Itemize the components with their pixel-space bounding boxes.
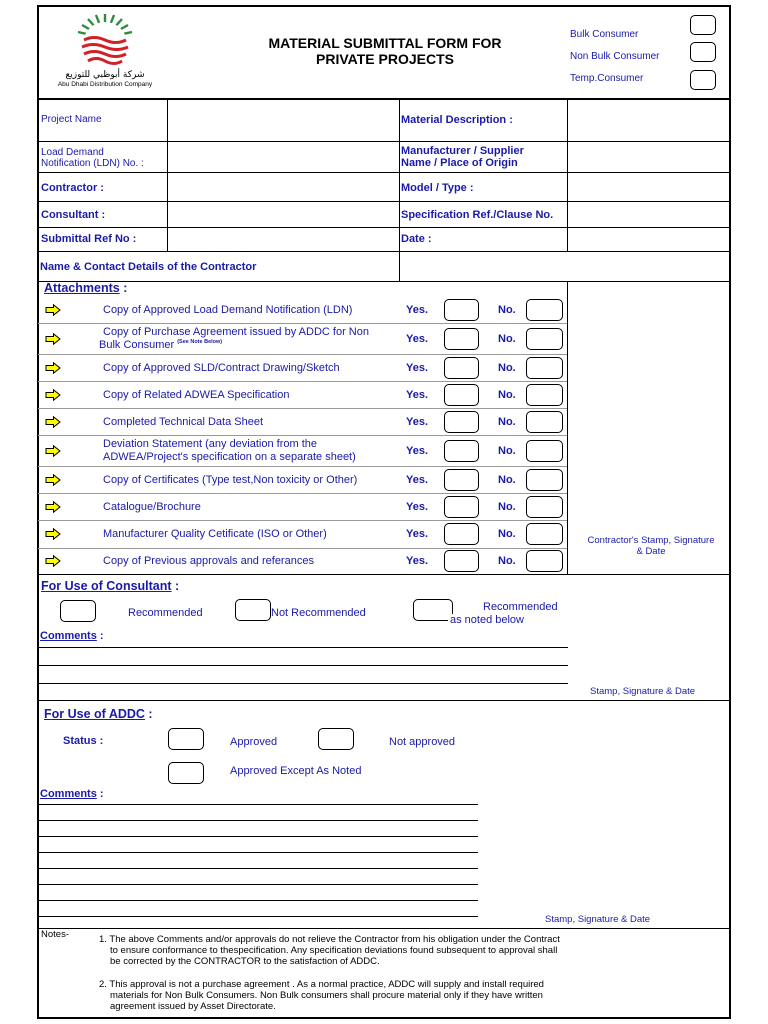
section-divider	[37, 574, 731, 575]
consultant-stamp-label: Stamp, Signature & Date	[590, 686, 696, 697]
attachments-heading-colon: :	[123, 281, 128, 295]
yes-checkbox[interactable]	[444, 523, 479, 545]
status-label: Status :	[63, 735, 104, 747]
pointer-arrow-icon	[45, 333, 61, 345]
recommended-checkbox[interactable]	[60, 600, 96, 622]
comment-line	[38, 884, 478, 885]
attachment-label: Copy of Approved Load Demand Notification (LDN)	[103, 303, 353, 316]
date-label: Date :	[401, 233, 432, 245]
temp-consumer-checkbox[interactable]	[690, 70, 716, 90]
section-divider	[37, 700, 731, 701]
yes-label: Yes.	[406, 473, 429, 486]
consultant-heading-colon: :	[175, 579, 180, 593]
logo-arabic-text: شركة أبوظبي للتوزيع	[65, 70, 145, 80]
submittal-ref-label: Submittal Ref No :	[41, 233, 137, 245]
pointer-arrow-icon	[45, 445, 61, 457]
yes-checkbox[interactable]	[444, 550, 479, 572]
comment-line	[38, 868, 478, 869]
attachment-label: Deviation Statement (any deviation from the	[103, 437, 318, 450]
company-logo	[50, 10, 160, 90]
yes-label: Yes.	[406, 415, 429, 428]
pointer-arrow-icon	[45, 389, 61, 401]
yes-checkbox[interactable]	[444, 469, 479, 491]
row-separator	[38, 323, 567, 324]
row-separator	[38, 408, 567, 409]
no-checkbox[interactable]	[526, 384, 563, 406]
grid-line	[37, 281, 731, 282]
note1-line3: be corrected by the CONTRACTOR to the satisfaction of ADDC.	[110, 956, 380, 967]
notes-label: Notes-	[41, 929, 69, 940]
not-recommended-label: Not Recommended	[271, 607, 366, 619]
yes-label: Yes.	[406, 303, 429, 316]
attachment-label: Manufacturer Quality Cetificate (ISO or Other)	[103, 528, 327, 540]
yes-checkbox[interactable]	[444, 299, 479, 321]
project-name-label: Project Name	[41, 114, 102, 125]
note2-line1: 2. This approval is not a purchase agreement . As a normal practice, ADDC will supply and install required	[99, 979, 544, 990]
consultant-field[interactable]	[168, 202, 398, 226]
pointer-arrow-icon	[45, 501, 61, 513]
contractor-label: Contractor :	[41, 182, 104, 194]
attachment-label: Copy of Purchase Agreement issued by ADDC for Non	[103, 325, 369, 338]
date-field[interactable]	[568, 228, 730, 250]
row-separator	[38, 548, 567, 549]
yes-label: Yes.	[406, 361, 429, 374]
no-label: No.	[498, 388, 516, 401]
no-label: No.	[498, 361, 516, 374]
comment-line	[38, 647, 568, 648]
attachments-heading-text: Attachments	[44, 281, 120, 295]
no-checkbox[interactable]	[526, 523, 563, 545]
contractor-field[interactable]	[168, 173, 398, 200]
addc-heading-colon: :	[148, 707, 153, 721]
form-title-line1: MATERIAL SUBMITTAL FORM FOR	[268, 35, 502, 51]
comment-line	[38, 852, 478, 853]
row-separator	[38, 493, 567, 494]
no-label: No.	[498, 332, 516, 345]
pointer-arrow-icon	[45, 416, 61, 428]
comment-line	[38, 683, 568, 684]
comment-line	[38, 665, 568, 666]
no-checkbox[interactable]	[526, 299, 563, 321]
yes-label: Yes.	[406, 332, 429, 345]
row-separator	[38, 381, 567, 382]
attachment-label: Catalogue/Brochure	[103, 500, 201, 513]
no-checkbox[interactable]	[526, 411, 563, 433]
yes-checkbox[interactable]	[444, 440, 479, 462]
bulk-consumer-checkbox[interactable]	[690, 15, 716, 35]
no-label: No.	[498, 473, 516, 486]
addc-heading	[44, 707, 153, 721]
pointer-arrow-icon	[45, 555, 61, 567]
attachment-label: Copy of Certificates (Type test,Non toxicity or Other)	[103, 473, 358, 486]
consultant-heading	[41, 579, 179, 593]
approved-except-label: Approved Except As Noted	[230, 765, 362, 777]
no-label: No.	[498, 500, 516, 513]
submittal-ref-field[interactable]	[168, 228, 398, 250]
ldn-label-line1: Load Demand	[41, 147, 104, 158]
consultant-comments-label	[40, 630, 104, 643]
not-recommended-checkbox[interactable]	[235, 599, 271, 621]
row-separator	[38, 520, 567, 521]
yes-checkbox[interactable]	[444, 328, 479, 350]
attachment-label: Copy of Approved SLD/Contract Drawing/Sketch	[103, 361, 340, 374]
attachment-label: Copy of Previous approvals and referances	[103, 555, 314, 567]
pointer-arrow-icon	[45, 528, 61, 540]
form-title-line2: PRIVATE PROJECTS	[316, 51, 454, 67]
recommended-as-noted-label-line1: Recommended	[483, 601, 558, 613]
section-divider	[37, 928, 731, 929]
comment-line	[38, 900, 478, 901]
recommended-as-noted-checkbox[interactable]	[413, 599, 453, 621]
attachment-label: Completed Technical Data Sheet	[103, 415, 264, 428]
non-bulk-consumer-label: Non Bulk Consumer	[570, 51, 660, 62]
yes-checkbox[interactable]	[444, 384, 479, 406]
no-label: No.	[498, 528, 516, 540]
contractor-stamp-line1: Contractor's Stamp, Signature	[587, 535, 715, 546]
yes-checkbox[interactable]	[444, 411, 479, 433]
consultant-label: Consultant :	[41, 209, 106, 221]
pointer-arrow-icon	[45, 362, 61, 374]
no-label: No.	[498, 303, 516, 316]
consultant-comments-colon: :	[99, 630, 104, 642]
no-checkbox[interactable]	[526, 357, 563, 379]
yes-label: Yes.	[406, 500, 429, 513]
note2-line3: agreement issued by Asset Directorate.	[110, 1001, 276, 1012]
row-separator	[38, 466, 567, 467]
no-checkbox[interactable]	[526, 469, 563, 491]
attachment-label-line2: ADWEA/Project's specification on a separate sheet)	[103, 450, 356, 463]
non-bulk-consumer-checkbox[interactable]	[690, 42, 716, 62]
addc-stamp-label: Stamp, Signature & Date	[545, 914, 651, 925]
attachments-divider	[567, 282, 568, 574]
addc-heading-text: For Use of ADDC	[44, 707, 145, 721]
yes-label: Yes.	[406, 555, 429, 567]
not-approved-checkbox[interactable]	[318, 728, 354, 750]
recommended-label: Recommended	[128, 607, 203, 619]
approved-label: Approved	[230, 736, 278, 748]
comment-line	[38, 804, 478, 805]
comment-line	[38, 836, 478, 837]
no-label: No.	[498, 444, 516, 457]
ldn-label-line2: Notification (LDN) No. :	[41, 158, 144, 169]
consultant-heading-text: For Use of Consultant	[41, 579, 172, 593]
no-checkbox[interactable]	[526, 440, 563, 462]
addc-comments-label	[40, 788, 104, 801]
manufacturer-label-line1: Manufacturer / Supplier	[401, 145, 524, 157]
specification-ref-field[interactable]	[568, 202, 730, 226]
comment-line	[38, 916, 478, 917]
yes-label: Yes.	[406, 528, 429, 540]
pointer-arrow-icon	[45, 304, 61, 316]
yes-checkbox[interactable]	[444, 496, 479, 518]
model-type-field[interactable]	[568, 173, 730, 200]
logo-english-text: Abu Dhabi Distribution Company	[57, 81, 153, 88]
no-checkbox[interactable]	[526, 550, 563, 572]
model-type-label: Model / Type :	[401, 182, 474, 194]
pointer-arrow-icon	[45, 474, 61, 486]
recommended-as-noted-label-line2: as noted below	[450, 614, 524, 626]
comment-line	[38, 820, 478, 821]
contact-details-label: Name & Contact Details of the Contractor	[40, 261, 257, 273]
temp-consumer-label: Temp.Consumer	[570, 73, 644, 84]
row-separator	[38, 354, 567, 355]
addc-comments-colon: :	[99, 788, 104, 800]
project-name-field[interactable]	[168, 100, 398, 140]
contractor-stamp-line2: & Date	[636, 546, 666, 557]
attachment-label-line2: Bulk Consumer $^{(See Note Below)}$	[99, 338, 223, 351]
contact-details-field[interactable]	[400, 252, 730, 280]
note2-line2: materials for Non Bulk Consumers. Non Bulk consumers shall procure material only if they have written	[110, 990, 543, 1001]
attachment-label: Copy of Related ADWEA Specification	[103, 388, 290, 401]
note1-line2: to ensure conformance to thespecification. Any specification deviations found subsequent to approval shall	[110, 945, 558, 956]
not-approved-label: Not approved	[389, 736, 456, 748]
no-checkbox[interactable]	[526, 496, 563, 518]
consultant-comments-area[interactable]	[38, 645, 568, 700]
addc-comments-text: Comments	[40, 788, 97, 800]
yes-checkbox[interactable]	[444, 357, 479, 379]
yes-label: Yes.	[406, 444, 429, 457]
no-label: No.	[498, 415, 516, 428]
bulk-consumer-label: Bulk Consumer	[570, 29, 639, 40]
specification-ref-label: Specification Ref./Clause No.	[401, 209, 554, 221]
material-description-label: Material Description :	[401, 114, 513, 126]
manufacturer-label-line2: Name / Place of Origin	[401, 157, 518, 169]
consultant-comments-text: Comments	[40, 630, 97, 642]
attachments-heading	[44, 281, 127, 295]
ldn-number-field[interactable]	[168, 142, 398, 171]
approved-except-checkbox[interactable]	[168, 762, 204, 784]
no-label: No.	[498, 555, 516, 567]
yes-label: Yes.	[406, 388, 429, 401]
note1-line1: 1. The above Comments and/or approvals do not relieve the Contractor from his obligation under the Contract	[99, 934, 560, 945]
material-description-field[interactable]	[568, 100, 730, 140]
no-checkbox[interactable]	[526, 328, 563, 350]
see-note-below-label: (See Note Below)	[177, 338, 223, 345]
approved-checkbox[interactable]	[168, 728, 204, 750]
manufacturer-field[interactable]	[568, 142, 730, 171]
row-separator	[38, 435, 567, 436]
